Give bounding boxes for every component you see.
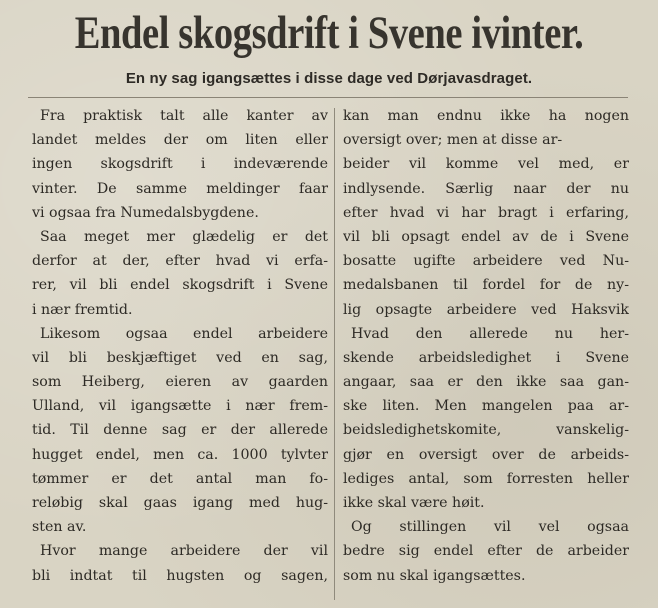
body-line: kan man endnu ikke ha nogen (343, 108, 629, 124)
body-line: derfor at der, efter hvad vi erfa- (32, 253, 328, 270)
body-line: landet meldes der om liten eller (32, 132, 328, 149)
body-line: Fra praktisk talt alle kanter av (40, 108, 328, 124)
body-line: lediges antal, som forresten heller (343, 470, 629, 487)
body-line: Likesom ogsaa endel arbeidere (40, 325, 328, 342)
body-line: beider vil komme vel med, er (343, 156, 629, 173)
body-line: som nu skal igangsættes. (343, 567, 526, 584)
body-line: Og stillingen vil vel ogsaa (351, 519, 629, 536)
left-column (32, 104, 328, 588)
body-line: medalsbanen til fordel for de ny- (343, 277, 629, 294)
column-divider (334, 108, 335, 600)
body-line: oversigt over; men at disse ar- (343, 132, 563, 149)
body-line: reløbig skal gaas igang med hug- (32, 495, 328, 511)
body-line: ikke skal være høit. (343, 495, 485, 511)
body-line: tid. Til denne sag er der allerede (32, 422, 328, 439)
body-line: rer, vil bli endel skogsdrift i Svene (32, 277, 328, 294)
body-line: bosatte ugifte arbeidere ved Nu- (343, 253, 629, 270)
body-line: sten av. (32, 519, 87, 536)
body-line: som Heiberg, eieren av gaarden (32, 374, 328, 391)
body-line: Hvad den allerede nu her- (351, 325, 629, 342)
body-line: indlysende. Særlig naar der nu (343, 180, 629, 197)
body-line: vi ogsaa fra Numedalsbygdene. (32, 204, 259, 221)
body-line: lig opsagte arbeidere ved Haksvik (343, 301, 629, 318)
header-rule (28, 97, 628, 98)
body-line: ingen skogsdrift i indeværende (32, 156, 328, 173)
body-line: Ulland, vil igangsætte i nær frem- (32, 398, 328, 415)
body-line: i nær fremtid. (32, 301, 133, 318)
body-line: tømmer er det antal man fo- (32, 470, 328, 487)
body-line: Hvor mange arbeidere der vil (40, 543, 328, 560)
body-line: vil bli beskjæftiget ved en sag, (32, 349, 328, 366)
body-line: bli indtat til hugsten og sagen, (32, 567, 328, 584)
body-line: Saa meget mer glædelig er det (40, 228, 328, 245)
body-line: gjør en oversigt over de arbeids- (343, 446, 629, 463)
body-line: beidsledighetskomite, vanskelig- (343, 422, 629, 439)
body-line: vil bli opsagt endel av de i Svene (343, 228, 629, 245)
body-line: vinter. De samme meldinger faar (32, 180, 328, 197)
article-headline: Endel skogsdrift i Svene ivinter. (74, 7, 584, 59)
body-line: skende arbeidsledighet i Svene (343, 349, 629, 366)
body-line: bedre sig endel efter de arbeider (343, 543, 629, 560)
article-subheadline: En ny sag igangsættes i disse dage ved Dørjavasdraget. (125, 70, 533, 87)
body-line: efter hvad vi har bragt i erfaring, (343, 204, 629, 221)
body-line: angaar, saa er den ikke saa gan- (343, 374, 629, 391)
body-line: hugget endel, men ca. 1000 tylvter (32, 446, 328, 463)
right-column (343, 104, 629, 588)
body-line: ske liten. Men mangelen paa ar- (343, 398, 629, 415)
